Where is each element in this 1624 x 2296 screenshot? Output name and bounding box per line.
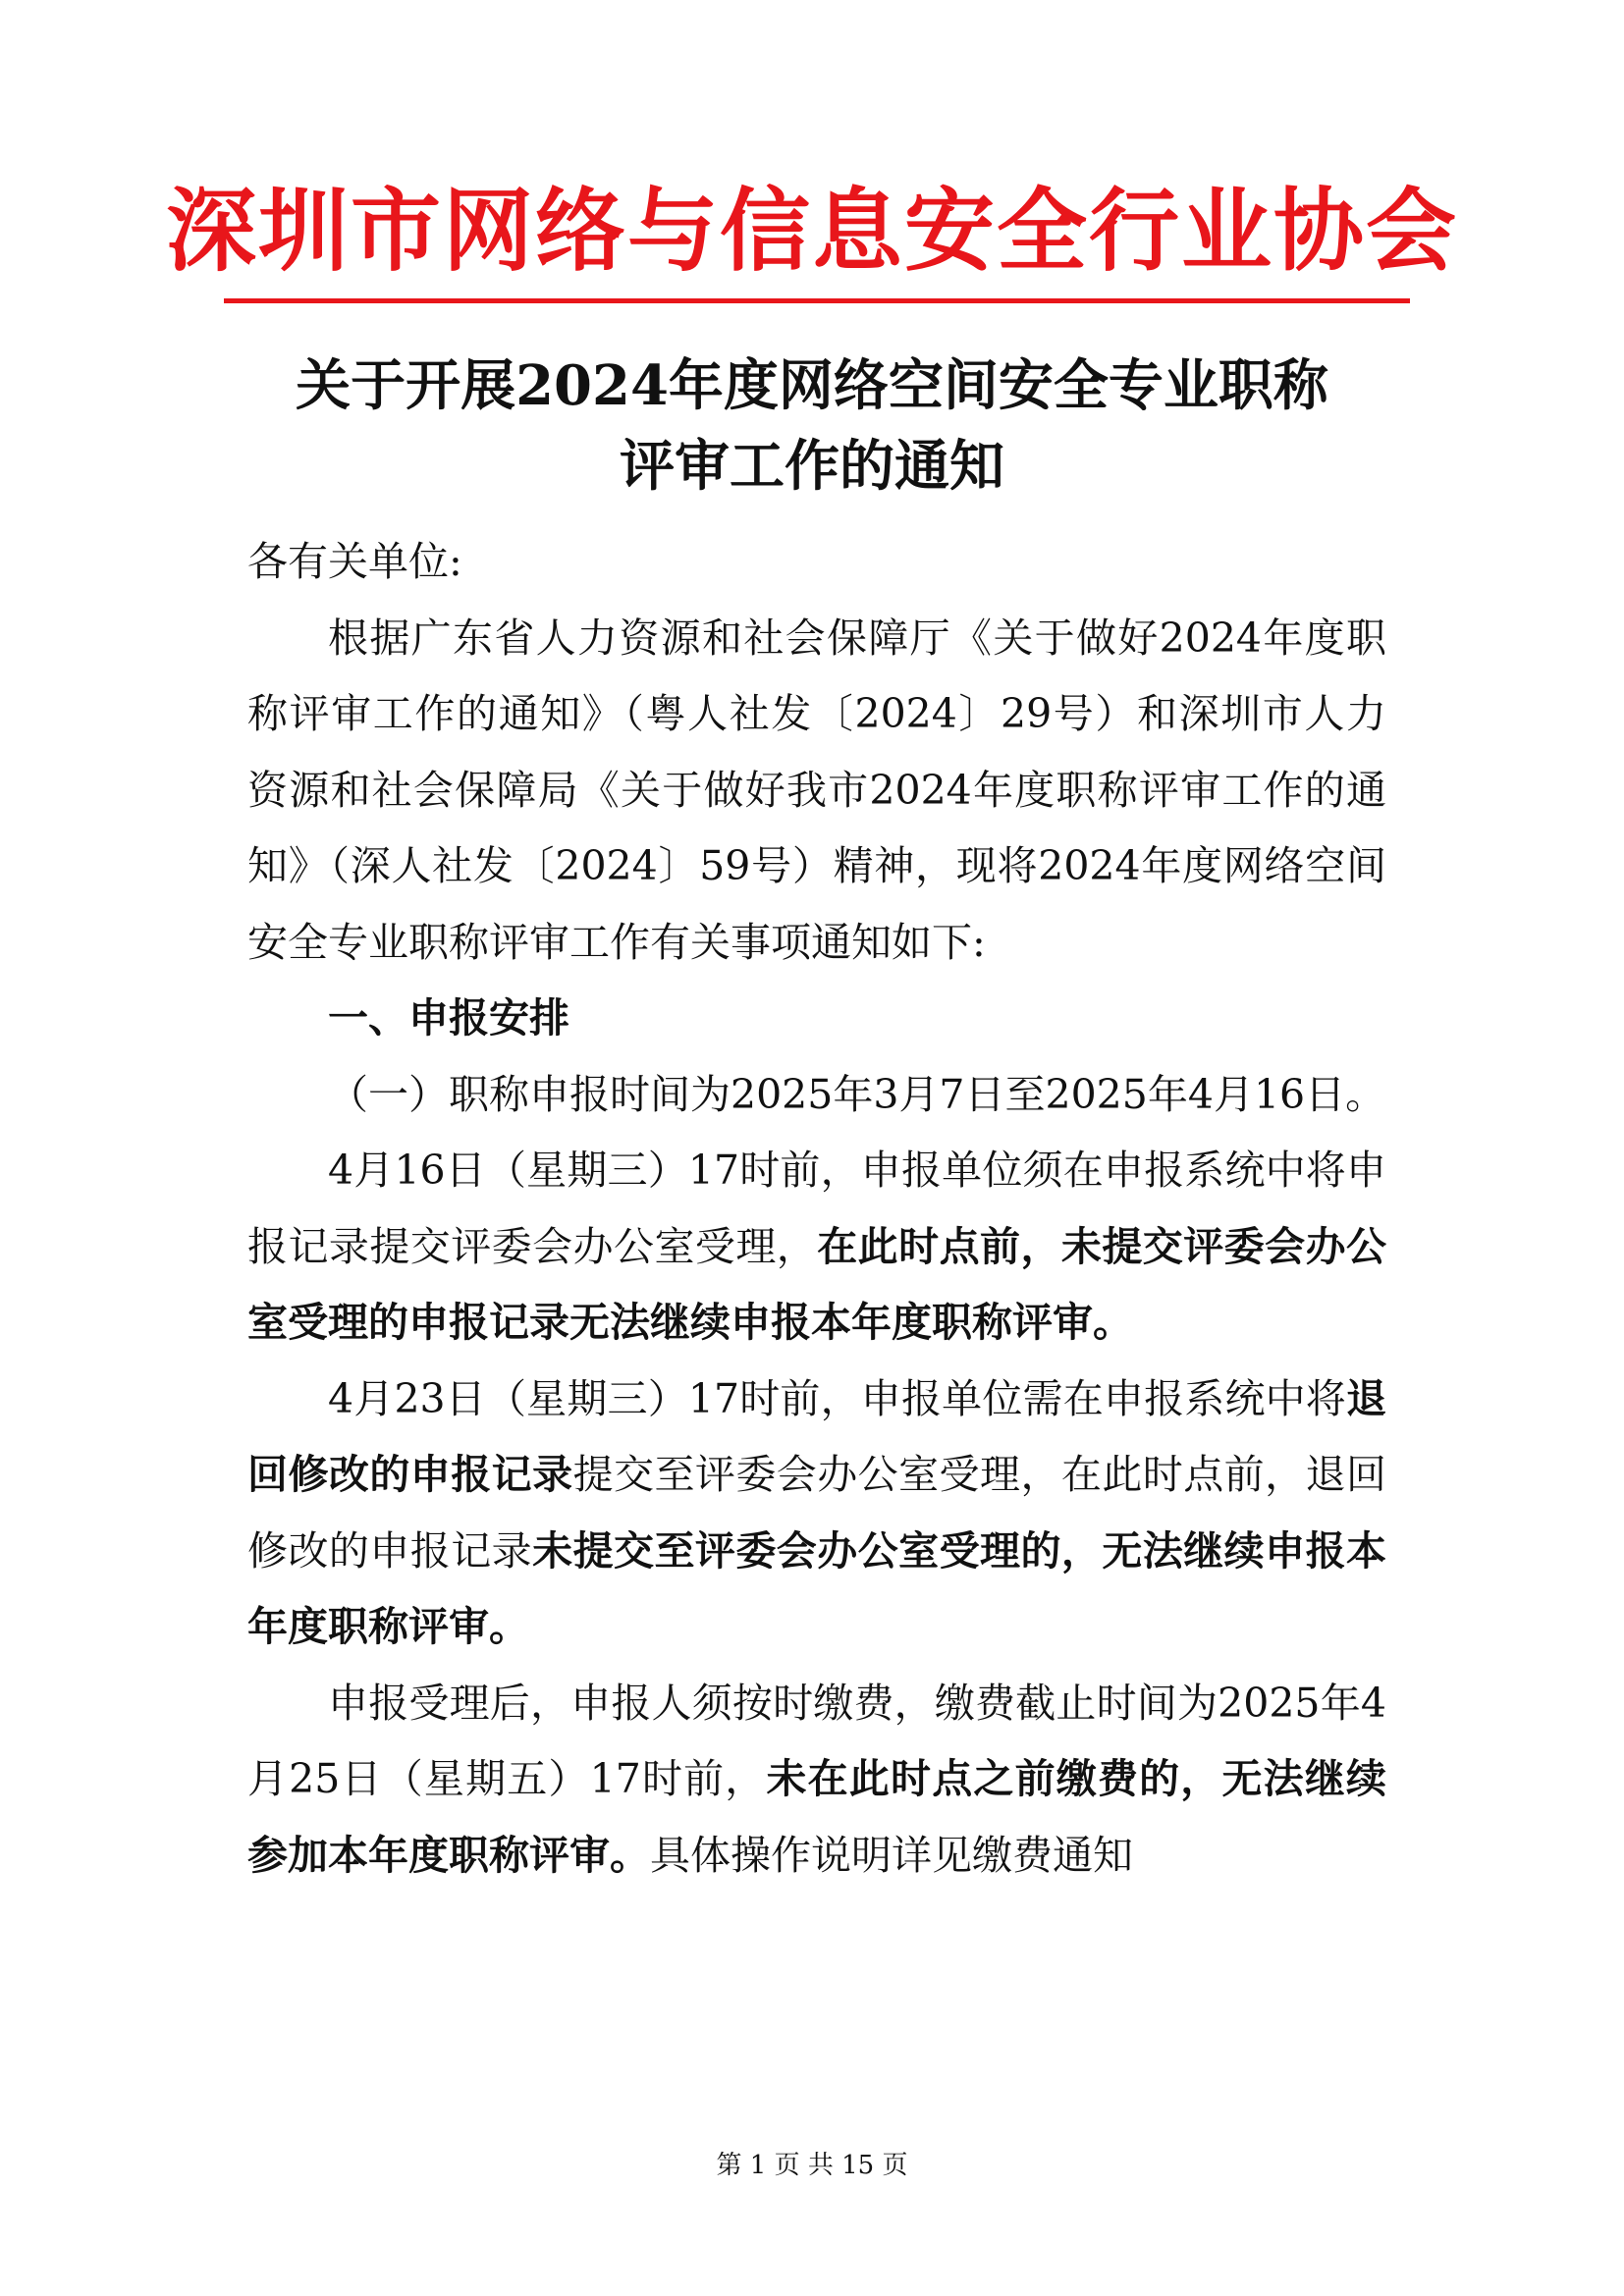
letterhead-org-name: 深圳市网络与信息安全行业协会 xyxy=(165,178,1458,284)
document-body xyxy=(247,524,1386,1894)
document-title-line-1: 关于开展2024年度网络空间安全专业职称 xyxy=(296,353,1328,418)
payment-text-b: 具体操作说明详见缴费通知 xyxy=(650,1831,1133,1879)
deadline-1-emphasis: 在此时点前，未提交评委会办公室受理的申报记录无法继续申报本年度职称评审。 xyxy=(247,1222,1387,1346)
letterhead-red-divider xyxy=(224,298,1410,303)
section-1-heading: 一、申报安排 xyxy=(328,994,569,1041)
deadline-2-emphasis-b: 未提交至评委会办公室受理的，无法继续申报本年度职称评审。 xyxy=(247,1526,1387,1650)
document-title-line-2: 评审工作的通知 xyxy=(620,434,1004,499)
salutation: 各有关单位: xyxy=(247,538,462,585)
deadline-2-emphasis-a: 退回修改的申报记录 xyxy=(247,1374,1386,1498)
document-title xyxy=(0,346,1624,507)
deadline-2-text-b: 提交至评委会办公室受理，在此时点前，退回修改的申报记录 xyxy=(247,1451,1387,1575)
intro-paragraph: 根据广东省人力资源和社会保障厅《关于做好2024年度职称评审工作的通知》（粤人社发〔2024〕29号）和深圳市人力资源和社会保障局《关于做好我市2024年度职称评审工作的通知》（深人社发〔2024〕59号）精神，现将2024年度网络空间安全专业职称评审工作有关事项通知如下: xyxy=(247,614,1386,966)
deadline-2-text-a: 4月23日（星期三）17时前，申报单位需在申报系统中将 xyxy=(328,1374,1346,1422)
item-1-paragraph: （一）职称申报时间为2025年3月7日至2025年4月16日。 xyxy=(328,1070,1386,1118)
payment-text-a: 申报受理后，申报人须按时缴费，缴费截止时间为2025年4月25日（星期五）17时前， xyxy=(247,1679,1386,1802)
payment-emphasis: 未在此时点之前缴费的，无法继续参加本年度职称评审。 xyxy=(247,1755,1387,1879)
page-number-footer: 第 1 页 共 15 页 xyxy=(716,2151,908,2180)
deadline-paragraph-2 xyxy=(247,1362,1386,1666)
payment-paragraph xyxy=(247,1666,1386,1895)
deadline-paragraph-1 xyxy=(247,1133,1386,1362)
deadline-1-text: 4月16日（星期三）17时前，申报单位须在申报系统中将申报记录提交评委会办公室受理， xyxy=(247,1147,1386,1270)
